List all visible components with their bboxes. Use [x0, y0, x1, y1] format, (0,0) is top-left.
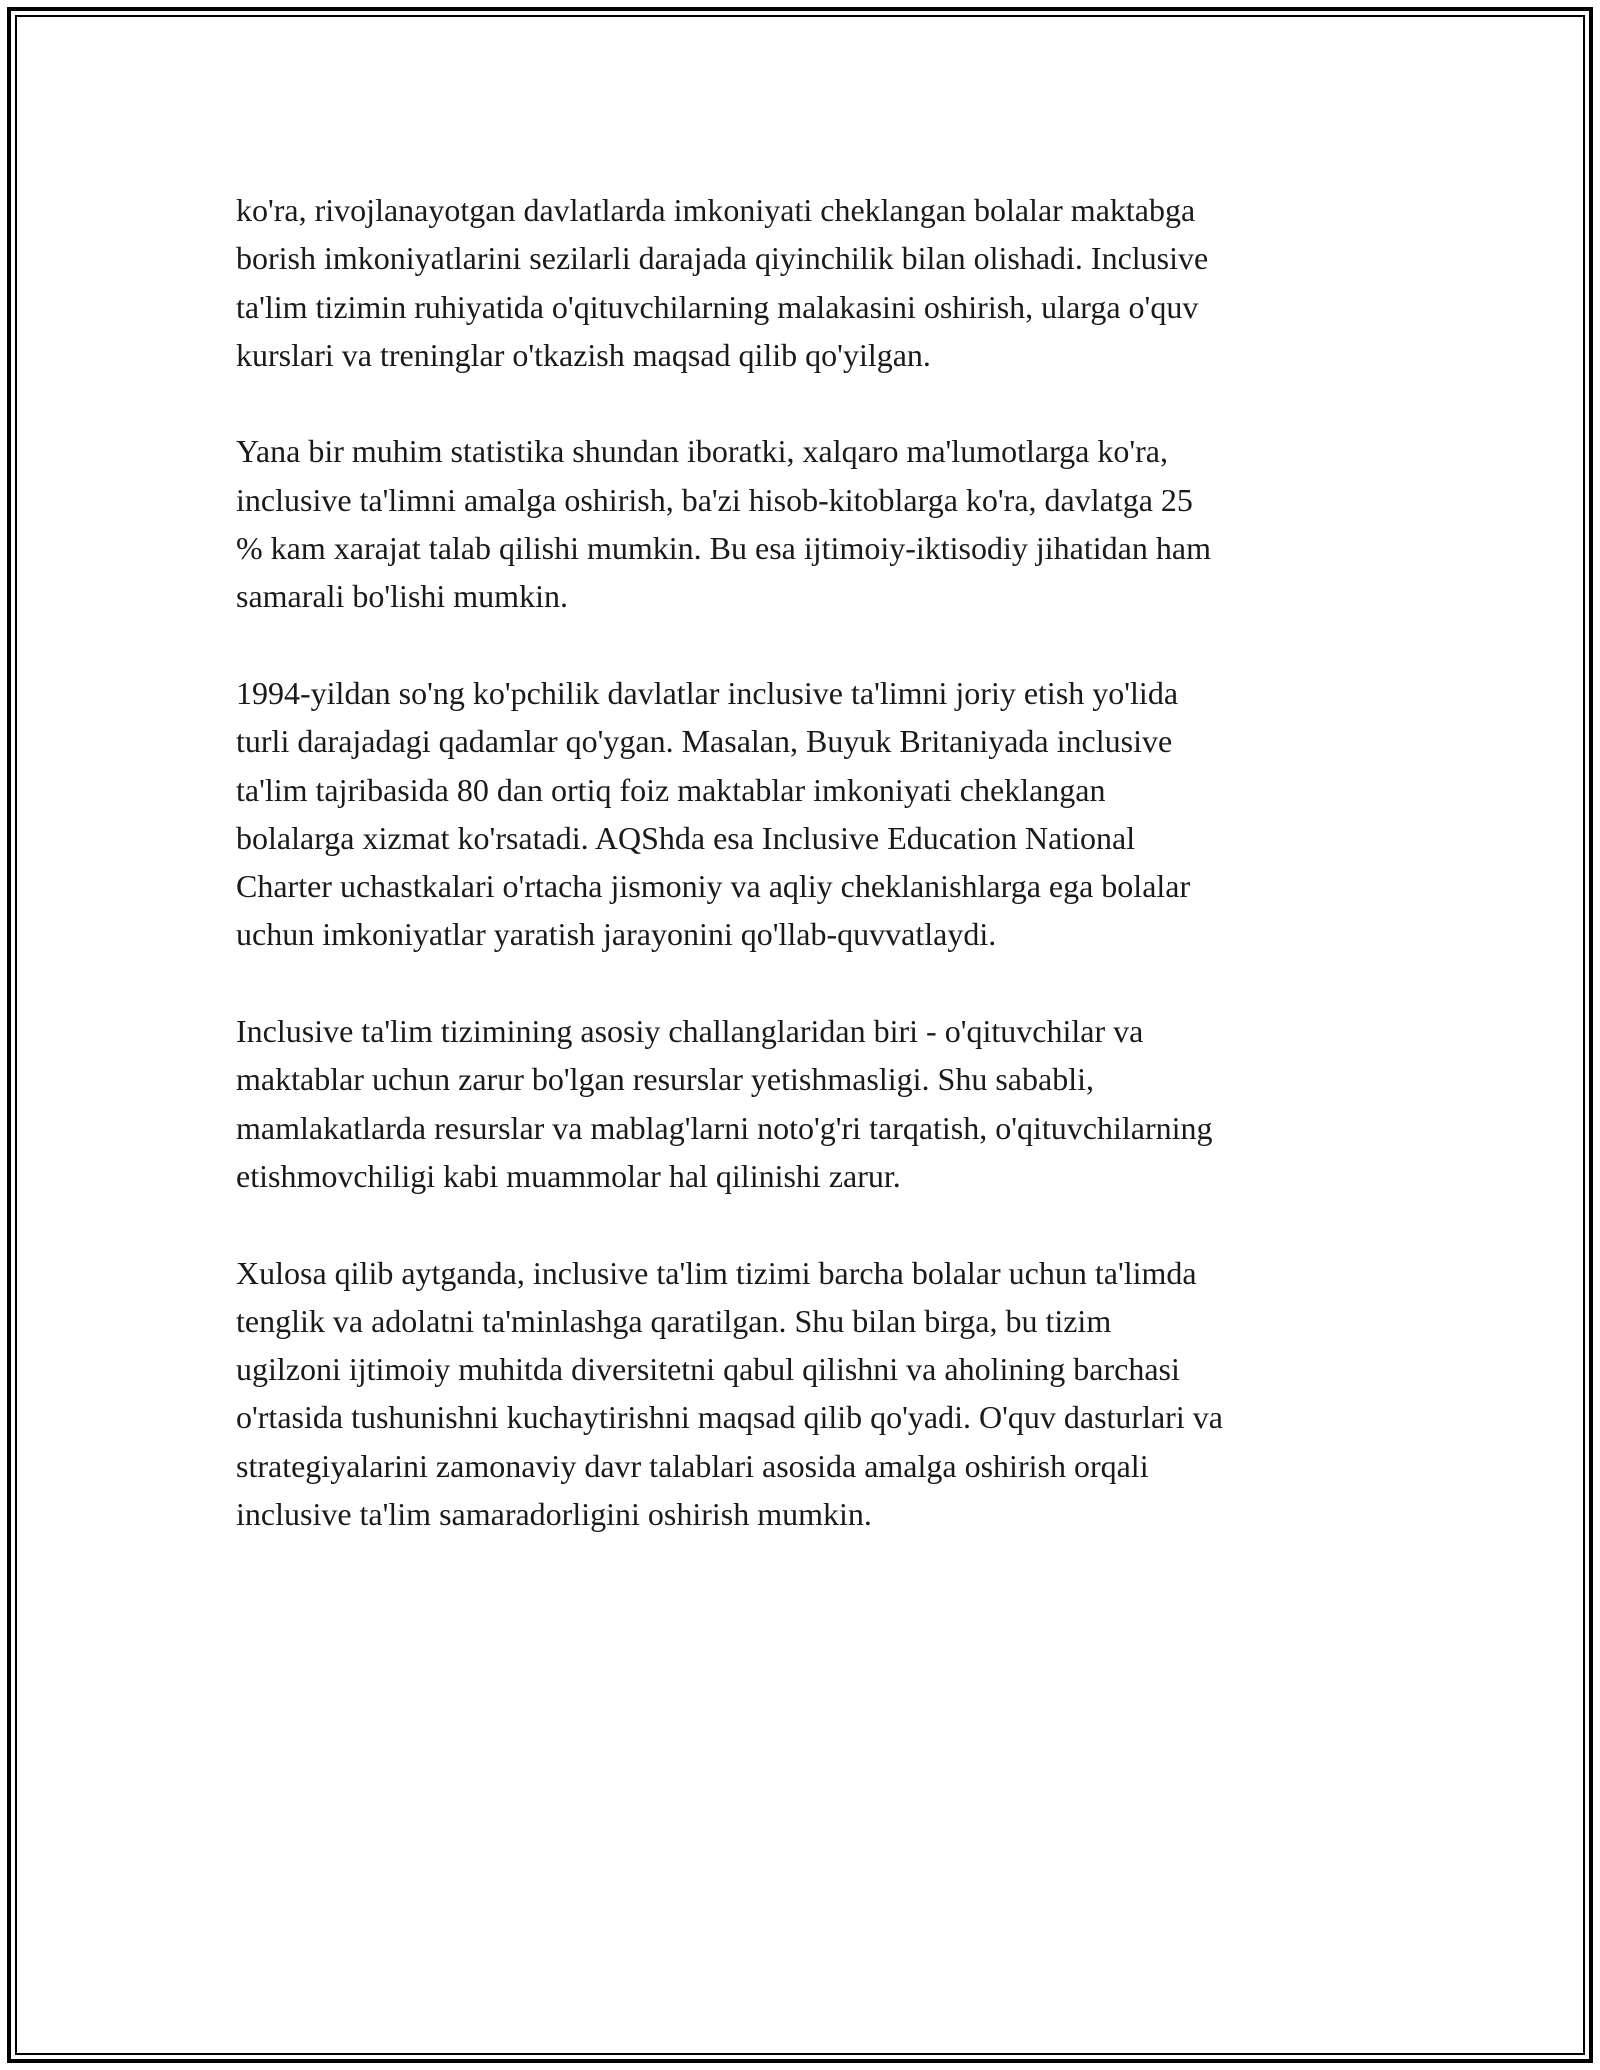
text-line: ta'lim tizimin ruhiyatida o'qituvchilarning malakasini oshirish, ularga o'quv: [236, 288, 1199, 325]
text-line: inclusive ta'lim samaradorligini oshirish mumkin.: [236, 1496, 872, 1533]
text-line: Inclusive ta'lim tizimining asosiy challanglaridan biri - o'qituvchilar va: [236, 1013, 1144, 1050]
text-line: samarali bo'lishi mumkin.: [236, 578, 568, 615]
text-line: uchun imkoniyatlar yaratish jarayonini qo'llab-quvvatlaydi.: [236, 916, 997, 953]
paragraph-3: [236, 669, 1386, 959]
text-line: borish imkoniyatlarini sezilarli darajada qiyinchilik bilan olishadi. Inclusive: [236, 240, 1209, 277]
text-line: Yana bir muhim statistika shundan iboratki, xalqaro ma'lumotlarga ko'ra,: [236, 433, 1168, 470]
text-line: turli darajadagi qadamlar qo'ygan. Masalan, Buyuk Britaniyada inclusive: [236, 723, 1173, 760]
text-line: ko'ra, rivojlanayotgan davlatlarda imkoniyati cheklangan bolalar maktabga: [236, 192, 1196, 228]
text-line: % kam xarajat talab qilishi mumkin. Bu esa ijtimoiy-iktisodiy jihatidan ham: [236, 530, 1211, 567]
text-line: inclusive ta'limni amalga oshirish, ba'zi hisob-kitoblarga ko'ra, davlatga 25: [236, 481, 1193, 518]
paragraph-4: [236, 1007, 1386, 1200]
paragraph-2: [236, 427, 1386, 620]
paragraph-1: [236, 186, 1386, 379]
paragraph-5: [236, 1249, 1386, 1539]
text-line: o'rtasida tushunishni kuchaytirishni maqsad qilib qo'yadi. O'quv dasturlari va: [236, 1399, 1223, 1436]
text-line: ugilzoni ijtimoiy muhitda diversitetni qabul qilishni va aholining barchasi: [236, 1351, 1180, 1388]
text-line: bolalarga xizmat ko'rsatadi. AQShda esa Inclusive Education National: [236, 819, 1136, 856]
text-line: ta'lim tajribasida 80 dan ortiq foiz maktablar imkoniyati cheklangan: [236, 771, 1106, 808]
text-line: kurslari va treninglar o'tkazish maqsad qilib qo'yilgan.: [236, 336, 931, 373]
text-line: maktablar uchun zarur bo'lgan resurslar yetishmasligi. Shu sababli,: [236, 1061, 1094, 1098]
text-line: etishmovchiligi kabi muammolar hal qilinishi zarur.: [236, 1157, 901, 1194]
text-line: mamlakatlarda resurslar va mablag'larni noto'g'ri tarqatish, o'qituvchilarning: [236, 1109, 1213, 1146]
text-line: Charter uchastkalari o'rtacha jismoniy va aqliy cheklanishlarga ega bolalar: [236, 868, 1191, 905]
text-line: strategiyalarini zamonaviy davr talablari asosida amalga oshirish orqali: [236, 1447, 1149, 1484]
text-line: 1994-yildan so'ng ko'pchilik davlatlar inclusive ta'limni joriy etish yo'lida: [236, 674, 1179, 711]
document-body: [236, 186, 1386, 1587]
text-line: tenglik va adolatni ta'minlashga qaratilgan. Shu bilan birga, bu tizim: [236, 1302, 1112, 1339]
text-line: Xulosa qilib aytganda, inclusive ta'lim tizimi barcha bolalar uchun ta'limda: [236, 1254, 1197, 1291]
